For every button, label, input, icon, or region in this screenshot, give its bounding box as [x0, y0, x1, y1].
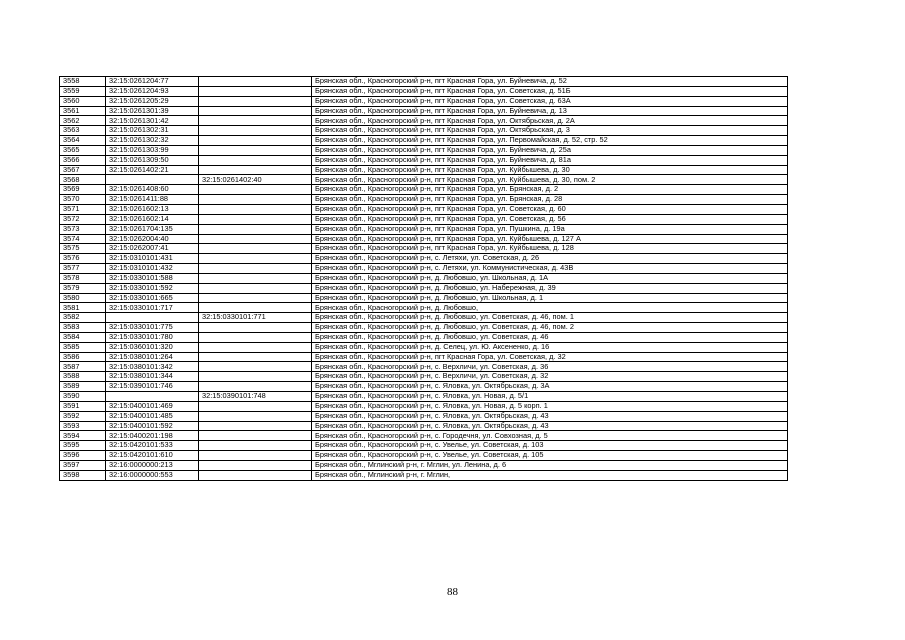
address-cell: Брянская обл., Красногорский р-н, с. Увелье, ул. Советская, д. 105	[312, 451, 788, 461]
address-cell: Брянская обл., Красногорский р-н, д. Любовшо, ул. Школьная, д. 1	[312, 293, 788, 303]
table-row	[60, 411, 788, 421]
cadastral-number-cell: 32:15:0400101:469	[106, 401, 199, 411]
cadastral-number-cell: 32:15:0261402:21	[106, 165, 199, 175]
cadastral-number-cell: 32:15:0261303:99	[106, 145, 199, 155]
address-cell: Брянская обл., Красногорский р-н, с. Яловка, ул. Октябрьская, д. 43	[312, 421, 788, 431]
table-row	[60, 392, 788, 402]
address-cell: Брянская обл., Красногорский р-н, пгт Красная Гора, ул. Советская, д. 51Б	[312, 86, 788, 96]
address-cell: Брянская обл., Красногорский р-н, д. Любовшо, ул. Советская, д. 46, пом. 2	[312, 323, 788, 333]
row-number-cell: 3578	[60, 273, 106, 283]
row-number-cell: 3596	[60, 451, 106, 461]
row-number-cell: 3585	[60, 342, 106, 352]
row-number-cell: 3570	[60, 195, 106, 205]
table-row	[60, 195, 788, 205]
address-cell: Брянская обл., Красногорский р-н, д. Любовшо, ул. Школьная, д. 1А	[312, 273, 788, 283]
parent-cadastral-number-cell	[199, 451, 312, 461]
row-number-cell: 3580	[60, 293, 106, 303]
parent-cadastral-number-cell	[199, 283, 312, 293]
parent-cadastral-number-cell	[199, 224, 312, 234]
row-number-cell: 3577	[60, 264, 106, 274]
address-cell: Брянская обл., Красногорский р-н, с. Верхличи, ул. Советская, д. 32	[312, 372, 788, 382]
table-row	[60, 77, 788, 87]
cadastral-number-cell: 32:15:0261205:29	[106, 96, 199, 106]
cadastral-number-cell: 32:15:0261309:50	[106, 155, 199, 165]
table-row	[60, 372, 788, 382]
row-number-cell: 3559	[60, 86, 106, 96]
table-row	[60, 352, 788, 362]
parent-cadastral-number-cell	[199, 254, 312, 264]
parent-cadastral-number-cell	[199, 86, 312, 96]
table-row	[60, 244, 788, 254]
address-cell: Брянская обл., Красногорский р-н, пгт Красная Гора, ул. Буйневича, д. 13	[312, 106, 788, 116]
parent-cadastral-number-cell	[199, 460, 312, 470]
address-cell: Брянская обл., Красногорский р-н, пгт Красная Гора, ул. Куйбышева, д. 30, пом. 2	[312, 175, 788, 185]
address-cell: Брянская обл., Красногорский р-н, с. Яловка, ул. Новая, д. 5/1	[312, 392, 788, 402]
table-row	[60, 254, 788, 264]
parent-cadastral-number-cell	[199, 195, 312, 205]
row-number-cell: 3579	[60, 283, 106, 293]
table-row	[60, 234, 788, 244]
address-cell: Брянская обл., Красногорский р-н, пгт Красная Гора, ул. Буйневича, д. 52	[312, 77, 788, 87]
address-cell: Брянская обл., Красногорский р-н, с. Городечня, ул. Совхозная, д. 5	[312, 431, 788, 441]
cadastral-number-cell: 32:15:0310101:431	[106, 254, 199, 264]
address-cell: Брянская обл., Красногорский р-н, пгт Красная Гора, ул. Октябрьская, д. 2А	[312, 116, 788, 126]
address-cell: Брянская обл., Красногорский р-н, пгт Красная Гора, ул. Советская, д. 56	[312, 214, 788, 224]
parent-cadastral-number-cell	[199, 264, 312, 274]
table-row	[60, 431, 788, 441]
cadastral-number-cell: 32:15:0261408:60	[106, 185, 199, 195]
address-cell: Брянская обл., Красногорский р-н, д. Любовшо, ул. Советская, д. 46, пом. 1	[312, 313, 788, 323]
table-row	[60, 273, 788, 283]
cadastral-number-cell: 32:15:0261602:13	[106, 204, 199, 214]
row-number-cell: 3575	[60, 244, 106, 254]
parent-cadastral-number-cell	[199, 352, 312, 362]
parent-cadastral-number-cell	[199, 204, 312, 214]
parent-cadastral-number-cell	[199, 293, 312, 303]
parent-cadastral-number-cell	[199, 155, 312, 165]
cadastral-number-cell: 32:15:0261301:39	[106, 106, 199, 116]
cadastral-number-cell: 32:15:0400101:592	[106, 421, 199, 431]
table-row	[60, 116, 788, 126]
address-cell: Брянская обл., Красногорский р-н, с. Яловка, ул. Октябрьская, д. 43	[312, 411, 788, 421]
row-number-cell: 3597	[60, 460, 106, 470]
table-row	[60, 401, 788, 411]
table-row	[60, 313, 788, 323]
row-number-cell: 3594	[60, 431, 106, 441]
registry-table	[59, 76, 788, 481]
cadastral-number-cell: 32:15:0400101:485	[106, 411, 199, 421]
address-cell: Брянская обл., Красногорский р-н, пгт Красная Гора, ул. Советская, д. 32	[312, 352, 788, 362]
cadastral-number-cell: 32:15:0261704:135	[106, 224, 199, 234]
address-cell: Брянская обл., Красногорский р-н, с. Верхличи, ул. Советская, д. 36	[312, 362, 788, 372]
parent-cadastral-number-cell	[199, 421, 312, 431]
row-number-cell: 3581	[60, 303, 106, 313]
cadastral-number-cell: 32:15:0261411:88	[106, 195, 199, 205]
table-row	[60, 204, 788, 214]
parent-cadastral-number-cell	[199, 116, 312, 126]
row-number-cell: 3592	[60, 411, 106, 421]
parent-cadastral-number-cell: 32:15:0261402:40	[199, 175, 312, 185]
table-row	[60, 145, 788, 155]
parent-cadastral-number-cell	[199, 323, 312, 333]
row-number-cell: 3561	[60, 106, 106, 116]
row-number-cell: 3571	[60, 204, 106, 214]
parent-cadastral-number-cell	[199, 136, 312, 146]
parent-cadastral-number-cell	[199, 303, 312, 313]
row-number-cell: 3598	[60, 470, 106, 480]
row-number-cell: 3586	[60, 352, 106, 362]
row-number-cell: 3563	[60, 126, 106, 136]
address-cell: Брянская обл., Красногорский р-н, пгт Красная Гора, ул. Октябрьская, д. 3	[312, 126, 788, 136]
parent-cadastral-number-cell	[199, 126, 312, 136]
address-cell: Брянская обл., Красногорский р-н, с. Яловка, ул. Октябрьская, д. 3А	[312, 382, 788, 392]
row-number-cell: 3583	[60, 323, 106, 333]
table-row	[60, 460, 788, 470]
row-number-cell: 3569	[60, 185, 106, 195]
table-row	[60, 214, 788, 224]
address-cell: Брянская обл., Красногорский р-н, д. Любовшо,	[312, 303, 788, 313]
table-row	[60, 441, 788, 451]
cadastral-number-cell: 32:15:0261204:77	[106, 77, 199, 87]
row-number-cell: 3572	[60, 214, 106, 224]
table-row	[60, 175, 788, 185]
row-number-cell: 3587	[60, 362, 106, 372]
row-number-cell: 3566	[60, 155, 106, 165]
address-cell: Брянская обл., Красногорский р-н, пгт Красная Гора, ул. Брянская, д. 2	[312, 185, 788, 195]
parent-cadastral-number-cell	[199, 372, 312, 382]
address-cell: Брянская обл., Красногорский р-н, пгт Красная Гора, ул. Куйбышева, д. 30	[312, 165, 788, 175]
row-number-cell: 3573	[60, 224, 106, 234]
cadastral-number-cell: 32:15:0330101:775	[106, 323, 199, 333]
address-cell: Брянская обл., Красногорский р-н, пгт Красная Гора, ул. Куйбышева, д. 127 А	[312, 234, 788, 244]
table-row	[60, 382, 788, 392]
row-number-cell: 3564	[60, 136, 106, 146]
row-number-cell: 3588	[60, 372, 106, 382]
address-cell: Брянская обл., Красногорский р-н, пгт Красная Гора, ул. Пушкина, д. 19а	[312, 224, 788, 234]
cadastral-number-cell: 32:15:0420101:533	[106, 441, 199, 451]
row-number-cell: 3591	[60, 401, 106, 411]
address-cell: Брянская обл., Красногорский р-н, с. Летяхи, ул. Коммунистическая, д. 43В	[312, 264, 788, 274]
table-row	[60, 86, 788, 96]
table-row	[60, 155, 788, 165]
parent-cadastral-number-cell	[199, 165, 312, 175]
row-number-cell: 3560	[60, 96, 106, 106]
table-row	[60, 293, 788, 303]
cadastral-number-cell: 32:15:0330101:780	[106, 332, 199, 342]
row-number-cell: 3574	[60, 234, 106, 244]
address-cell: Брянская обл., Красногорский р-н, пгт Красная Гора, ул. Буйневича, д. 81а	[312, 155, 788, 165]
table-row	[60, 332, 788, 342]
cadastral-number-cell	[106, 313, 199, 323]
cadastral-number-cell: 32:15:0261602:14	[106, 214, 199, 224]
row-number-cell: 3593	[60, 421, 106, 431]
table-row	[60, 224, 788, 234]
row-number-cell: 3589	[60, 382, 106, 392]
table-row	[60, 126, 788, 136]
cadastral-number-cell: 32:15:0380101:344	[106, 372, 199, 382]
cadastral-number-cell: 32:15:0262004:40	[106, 234, 199, 244]
cadastral-number-cell: 32:15:0330101:588	[106, 273, 199, 283]
address-cell: Брянская обл., Красногорский р-н, пгт Красная Гора, ул. Буйневича, д. 25а	[312, 145, 788, 155]
row-number-cell: 3576	[60, 254, 106, 264]
cadastral-number-cell: 32:15:0310101:432	[106, 264, 199, 274]
address-cell: Брянская обл., Мглинский р-н, г. Мглин, ул. Ленина, д. 6	[312, 460, 788, 470]
parent-cadastral-number-cell	[199, 411, 312, 421]
address-cell: Брянская обл., Красногорский р-н, д. Любовшо, ул. Советская, д. 46	[312, 332, 788, 342]
parent-cadastral-number-cell	[199, 273, 312, 283]
address-cell: Брянская обл., Красногорский р-н, пгт Красная Гора, ул. Брянская, д. 28	[312, 195, 788, 205]
table-row	[60, 264, 788, 274]
parent-cadastral-number-cell	[199, 431, 312, 441]
address-cell: Брянская обл., Красногорский р-н, пгт Красная Гора, ул. Куйбышева, д. 128	[312, 244, 788, 254]
table-row	[60, 106, 788, 116]
cadastral-number-cell: 32:15:0390101:746	[106, 382, 199, 392]
cadastral-number-cell: 32:15:0360101:320	[106, 342, 199, 352]
parent-cadastral-number-cell	[199, 96, 312, 106]
cadastral-number-cell: 32:15:0261302:31	[106, 126, 199, 136]
parent-cadastral-number-cell	[199, 332, 312, 342]
parent-cadastral-number-cell	[199, 362, 312, 372]
registry-table-body	[60, 77, 788, 481]
row-number-cell: 3565	[60, 145, 106, 155]
parent-cadastral-number-cell: 32:15:0330101:771	[199, 313, 312, 323]
parent-cadastral-number-cell: 32:15:0390101:748	[199, 392, 312, 402]
address-cell: Брянская обл., Красногорский р-н, пгт Красная Гора, ул. Первомайская, д. 52, стр. 52	[312, 136, 788, 146]
table-row	[60, 323, 788, 333]
parent-cadastral-number-cell	[199, 106, 312, 116]
table-row	[60, 283, 788, 293]
parent-cadastral-number-cell	[199, 145, 312, 155]
parent-cadastral-number-cell	[199, 185, 312, 195]
address-cell: Брянская обл., Красногорский р-н, с. Увелье, ул. Советская, д. 103	[312, 441, 788, 451]
row-number-cell: 3562	[60, 116, 106, 126]
parent-cadastral-number-cell	[199, 470, 312, 480]
parent-cadastral-number-cell	[199, 441, 312, 451]
parent-cadastral-number-cell	[199, 382, 312, 392]
row-number-cell: 3558	[60, 77, 106, 87]
table-row	[60, 185, 788, 195]
parent-cadastral-number-cell	[199, 77, 312, 87]
cadastral-number-cell: 32:15:0330101:665	[106, 293, 199, 303]
cadastral-number-cell	[106, 392, 199, 402]
cadastral-number-cell: 32:15:0261301:42	[106, 116, 199, 126]
table-row	[60, 96, 788, 106]
parent-cadastral-number-cell	[199, 214, 312, 224]
cadastral-number-cell: 32:15:0261302:32	[106, 136, 199, 146]
table-row	[60, 451, 788, 461]
row-number-cell: 3595	[60, 441, 106, 451]
address-cell: Брянская обл., Красногорский р-н, пгт Красная Гора, ул. Советская, д. 63А	[312, 96, 788, 106]
address-cell: Брянская обл., Красногорский р-н, д. Любовшо, ул. Набережная, д. 39	[312, 283, 788, 293]
address-cell: Брянская обл., Мглинский р-н, г. Мглин,	[312, 470, 788, 480]
row-number-cell: 3584	[60, 332, 106, 342]
cadastral-number-cell: 32:16:0000000:553	[106, 470, 199, 480]
parent-cadastral-number-cell	[199, 244, 312, 254]
parent-cadastral-number-cell	[199, 401, 312, 411]
cadastral-number-cell: 32:15:0261204:93	[106, 86, 199, 96]
row-number-cell: 3568	[60, 175, 106, 185]
page-number: 88	[447, 586, 458, 598]
cadastral-number-cell	[106, 175, 199, 185]
row-number-cell: 3590	[60, 392, 106, 402]
table-row	[60, 470, 788, 480]
cadastral-number-cell: 32:16:0000000:213	[106, 460, 199, 470]
parent-cadastral-number-cell	[199, 234, 312, 244]
cadastral-number-cell: 32:15:0420101:610	[106, 451, 199, 461]
table-row	[60, 136, 788, 146]
cadastral-number-cell: 32:15:0330101:592	[106, 283, 199, 293]
table-row	[60, 342, 788, 352]
table-row	[60, 362, 788, 372]
address-cell: Брянская обл., Красногорский р-н, с. Летяхи, ул. Советская, д. 26	[312, 254, 788, 264]
table-row	[60, 303, 788, 313]
address-cell: Брянская обл., Красногорский р-н, пгт Красная Гора, ул. Советская, д. 60	[312, 204, 788, 214]
cadastral-number-cell: 32:15:0400201:198	[106, 431, 199, 441]
cadastral-number-cell: 32:15:0330101:717	[106, 303, 199, 313]
row-number-cell: 3567	[60, 165, 106, 175]
address-cell: Брянская обл., Красногорский р-н, д. Селец, ул. Ю. Аксененко, д. 16	[312, 342, 788, 352]
row-number-cell: 3582	[60, 313, 106, 323]
address-cell: Брянская обл., Красногорский р-н, с. Яловка, ул. Новая, д. 5 корп. 1	[312, 401, 788, 411]
table-row	[60, 165, 788, 175]
cadastral-number-cell: 32:15:0380101:342	[106, 362, 199, 372]
cadastral-number-cell: 32:15:0380101:264	[106, 352, 199, 362]
cadastral-number-cell: 32:15:0262007:41	[106, 244, 199, 254]
parent-cadastral-number-cell	[199, 342, 312, 352]
table-row	[60, 421, 788, 431]
